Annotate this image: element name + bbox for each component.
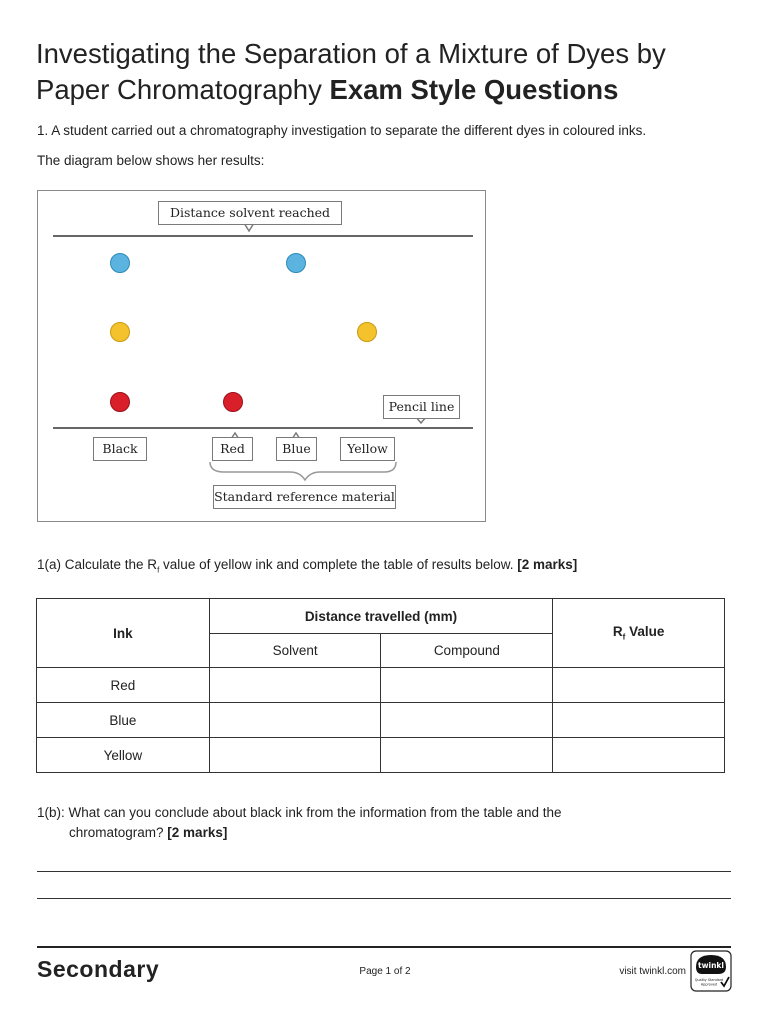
rf-value-header	[553, 599, 725, 668]
footer-brand: Secondary	[37, 956, 160, 982]
question-1a-marks: [2 marks]	[517, 557, 578, 572]
svg-text:Quality Standard: Quality Standard	[694, 978, 724, 982]
solvent-cell[interactable]	[209, 738, 381, 773]
black-blue-spot	[111, 254, 130, 273]
rf-value-cell[interactable]	[553, 738, 725, 773]
pencil-line-label: Pencil line	[383, 395, 460, 419]
title-line-1: Investigating the Separation of a Mixture of Dyes by	[36, 38, 666, 69]
chromatogram-diagram	[37, 190, 486, 522]
page-number: Page 1 of 2	[359, 966, 411, 977]
rf-header-rest: Value	[625, 624, 665, 640]
question-1a-text: 1(a) Calculate the R	[37, 557, 158, 572]
lane-label-blue: Blue	[276, 437, 317, 461]
yellow-spot	[358, 323, 377, 342]
twinkl-quality-badge-icon	[690, 950, 732, 992]
rf-header-sub: f	[622, 632, 626, 642]
results-table	[36, 598, 725, 773]
question-1a-text-rest: value of yellow ink and complete the table of results below.	[159, 557, 518, 572]
question-1b-line-1: 1(b): What can you conclude about black ink from the information from the table and the	[37, 805, 562, 820]
reference-material-label: Standard reference material	[213, 485, 396, 509]
lane-label-black: Black	[93, 437, 147, 461]
blue-spot	[287, 254, 306, 273]
table-row	[37, 703, 725, 738]
row-ink-name: Red	[37, 668, 210, 703]
rf-value-cell[interactable]	[553, 668, 725, 703]
black-red-spot	[111, 393, 130, 412]
question-1b-marks: [2 marks]	[167, 825, 228, 840]
visit-link[interactable]: visit twinkl.com	[619, 966, 686, 977]
solvent-reached-label: Distance solvent reached	[158, 201, 342, 225]
solvent-cell[interactable]	[209, 668, 381, 703]
solvent-cell[interactable]	[209, 703, 381, 738]
compound-header: Compound	[381, 634, 553, 668]
footer-divider	[37, 946, 731, 948]
answer-line[interactable]	[37, 898, 731, 899]
row-ink-name: Blue	[37, 703, 210, 738]
answer-line[interactable]	[37, 871, 731, 872]
red-spot	[224, 393, 243, 412]
black-yellow-spot	[111, 323, 130, 342]
compound-cell[interactable]	[381, 703, 553, 738]
svg-text:Approved: Approved	[700, 982, 718, 987]
question-1b-text: chromatogram?	[69, 825, 168, 840]
question-1-intro: 1. A student carried out a chromatography investigation to separate the different dyes in coloured inks.	[37, 123, 647, 138]
compound-cell[interactable]	[381, 738, 553, 773]
lane-label-red: Red	[212, 437, 253, 461]
ink-header: Ink	[37, 599, 210, 668]
reference-brace	[210, 462, 396, 480]
question-1a	[37, 557, 577, 575]
title-line-2	[36, 72, 736, 108]
question-1b-line-2	[69, 825, 227, 840]
row-ink-name: Yellow	[37, 738, 210, 773]
rf-value-cell[interactable]	[553, 703, 725, 738]
question-1a-sub: f	[157, 565, 160, 575]
distance-header: Distance travelled (mm)	[209, 599, 553, 634]
diagram-caption: The diagram below shows her results:	[37, 153, 265, 168]
table-row	[37, 668, 725, 703]
page-title	[36, 36, 736, 108]
compound-cell[interactable]	[381, 668, 553, 703]
chromatogram-graphic	[38, 191, 487, 523]
lane-label-yellow: Yellow	[340, 437, 395, 461]
title-line-2-text: Paper Chromatography	[36, 74, 330, 105]
badge-name: twinkl	[698, 961, 724, 970]
rf-header-main: R	[612, 624, 623, 640]
table-row	[37, 738, 725, 773]
solvent-header: Solvent	[209, 634, 381, 668]
title-emphasis: Exam Style Questions	[329, 74, 619, 105]
